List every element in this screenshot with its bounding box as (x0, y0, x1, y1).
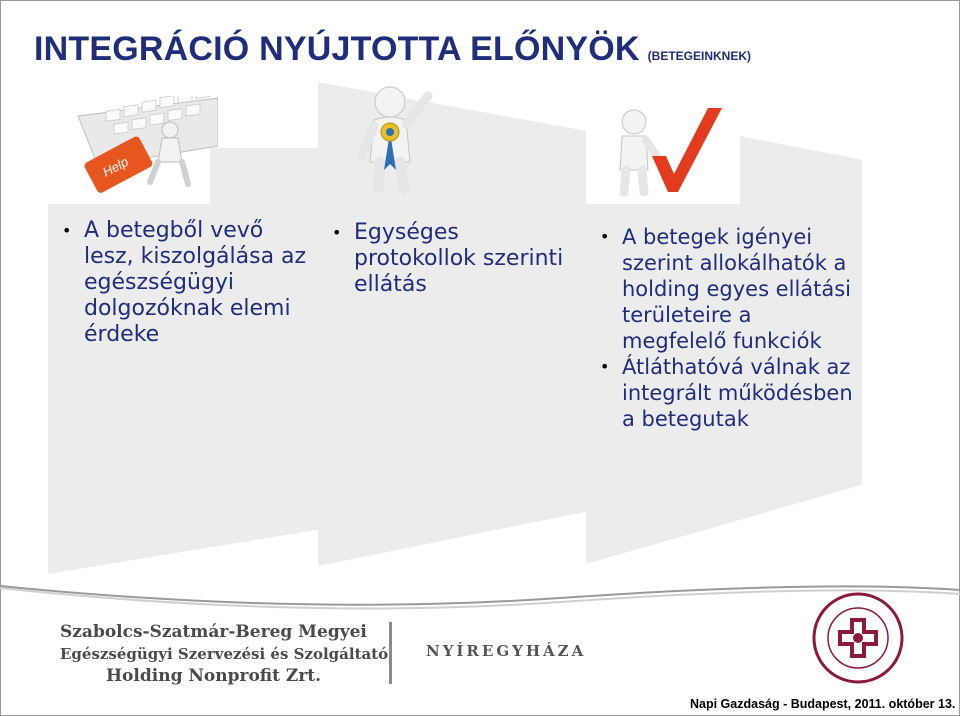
footer-source: Napi Gazdaság - Budapest, 2011. október 13. (690, 697, 956, 711)
medal-figure-icon (350, 84, 440, 194)
city-name: NYÍREGYHÁZA (426, 642, 587, 660)
help-key-label: Help (100, 153, 131, 180)
column-2-bullets (330, 220, 580, 298)
bullet-item: • A betegből vevő lesz, kiszolgálása az egészségügyi dolgozóknak elemi érdeke (62, 218, 307, 347)
bullet-dot-icon: • (62, 221, 72, 240)
org-line-3: Holding Nonprofit Zrt. (106, 666, 322, 686)
title-main: INTEGRÁCIÓ NYÚJTOTTA ELŐNYÖK (34, 30, 640, 68)
bullet-item: • Egységes protokollok szerinti ellátás (332, 220, 564, 297)
column-3-bullets (598, 224, 860, 432)
keyboard-help-figure-icon (58, 96, 218, 196)
organization-name (60, 621, 388, 687)
bullet-dot-icon: • (600, 227, 610, 246)
bullet-item: • A betegek igényei szerint allokálhatók a holding egyes ellátási területeire a megfelelő funkciók (600, 225, 852, 353)
column-1-bullets (60, 218, 310, 348)
bullet-dot-icon: • (600, 357, 610, 376)
holding-seal-logo (810, 590, 906, 686)
checkmark-figure-icon (612, 100, 722, 196)
slide-title (34, 30, 751, 69)
bullet-dot-icon: • (332, 223, 342, 242)
divider (389, 622, 392, 684)
bullet-item: • Átláthatóvá válnak az integrált működésben a betegutak (600, 355, 853, 431)
org-line-1: Szabolcs-Szatmár-Bereg Megyei (60, 622, 367, 642)
panel-1-top (210, 148, 318, 204)
title-sub: (BETEGEINKNEK) (647, 48, 752, 63)
org-line-2: Egészségügyi Szervezési és Szolgáltató (60, 645, 389, 663)
